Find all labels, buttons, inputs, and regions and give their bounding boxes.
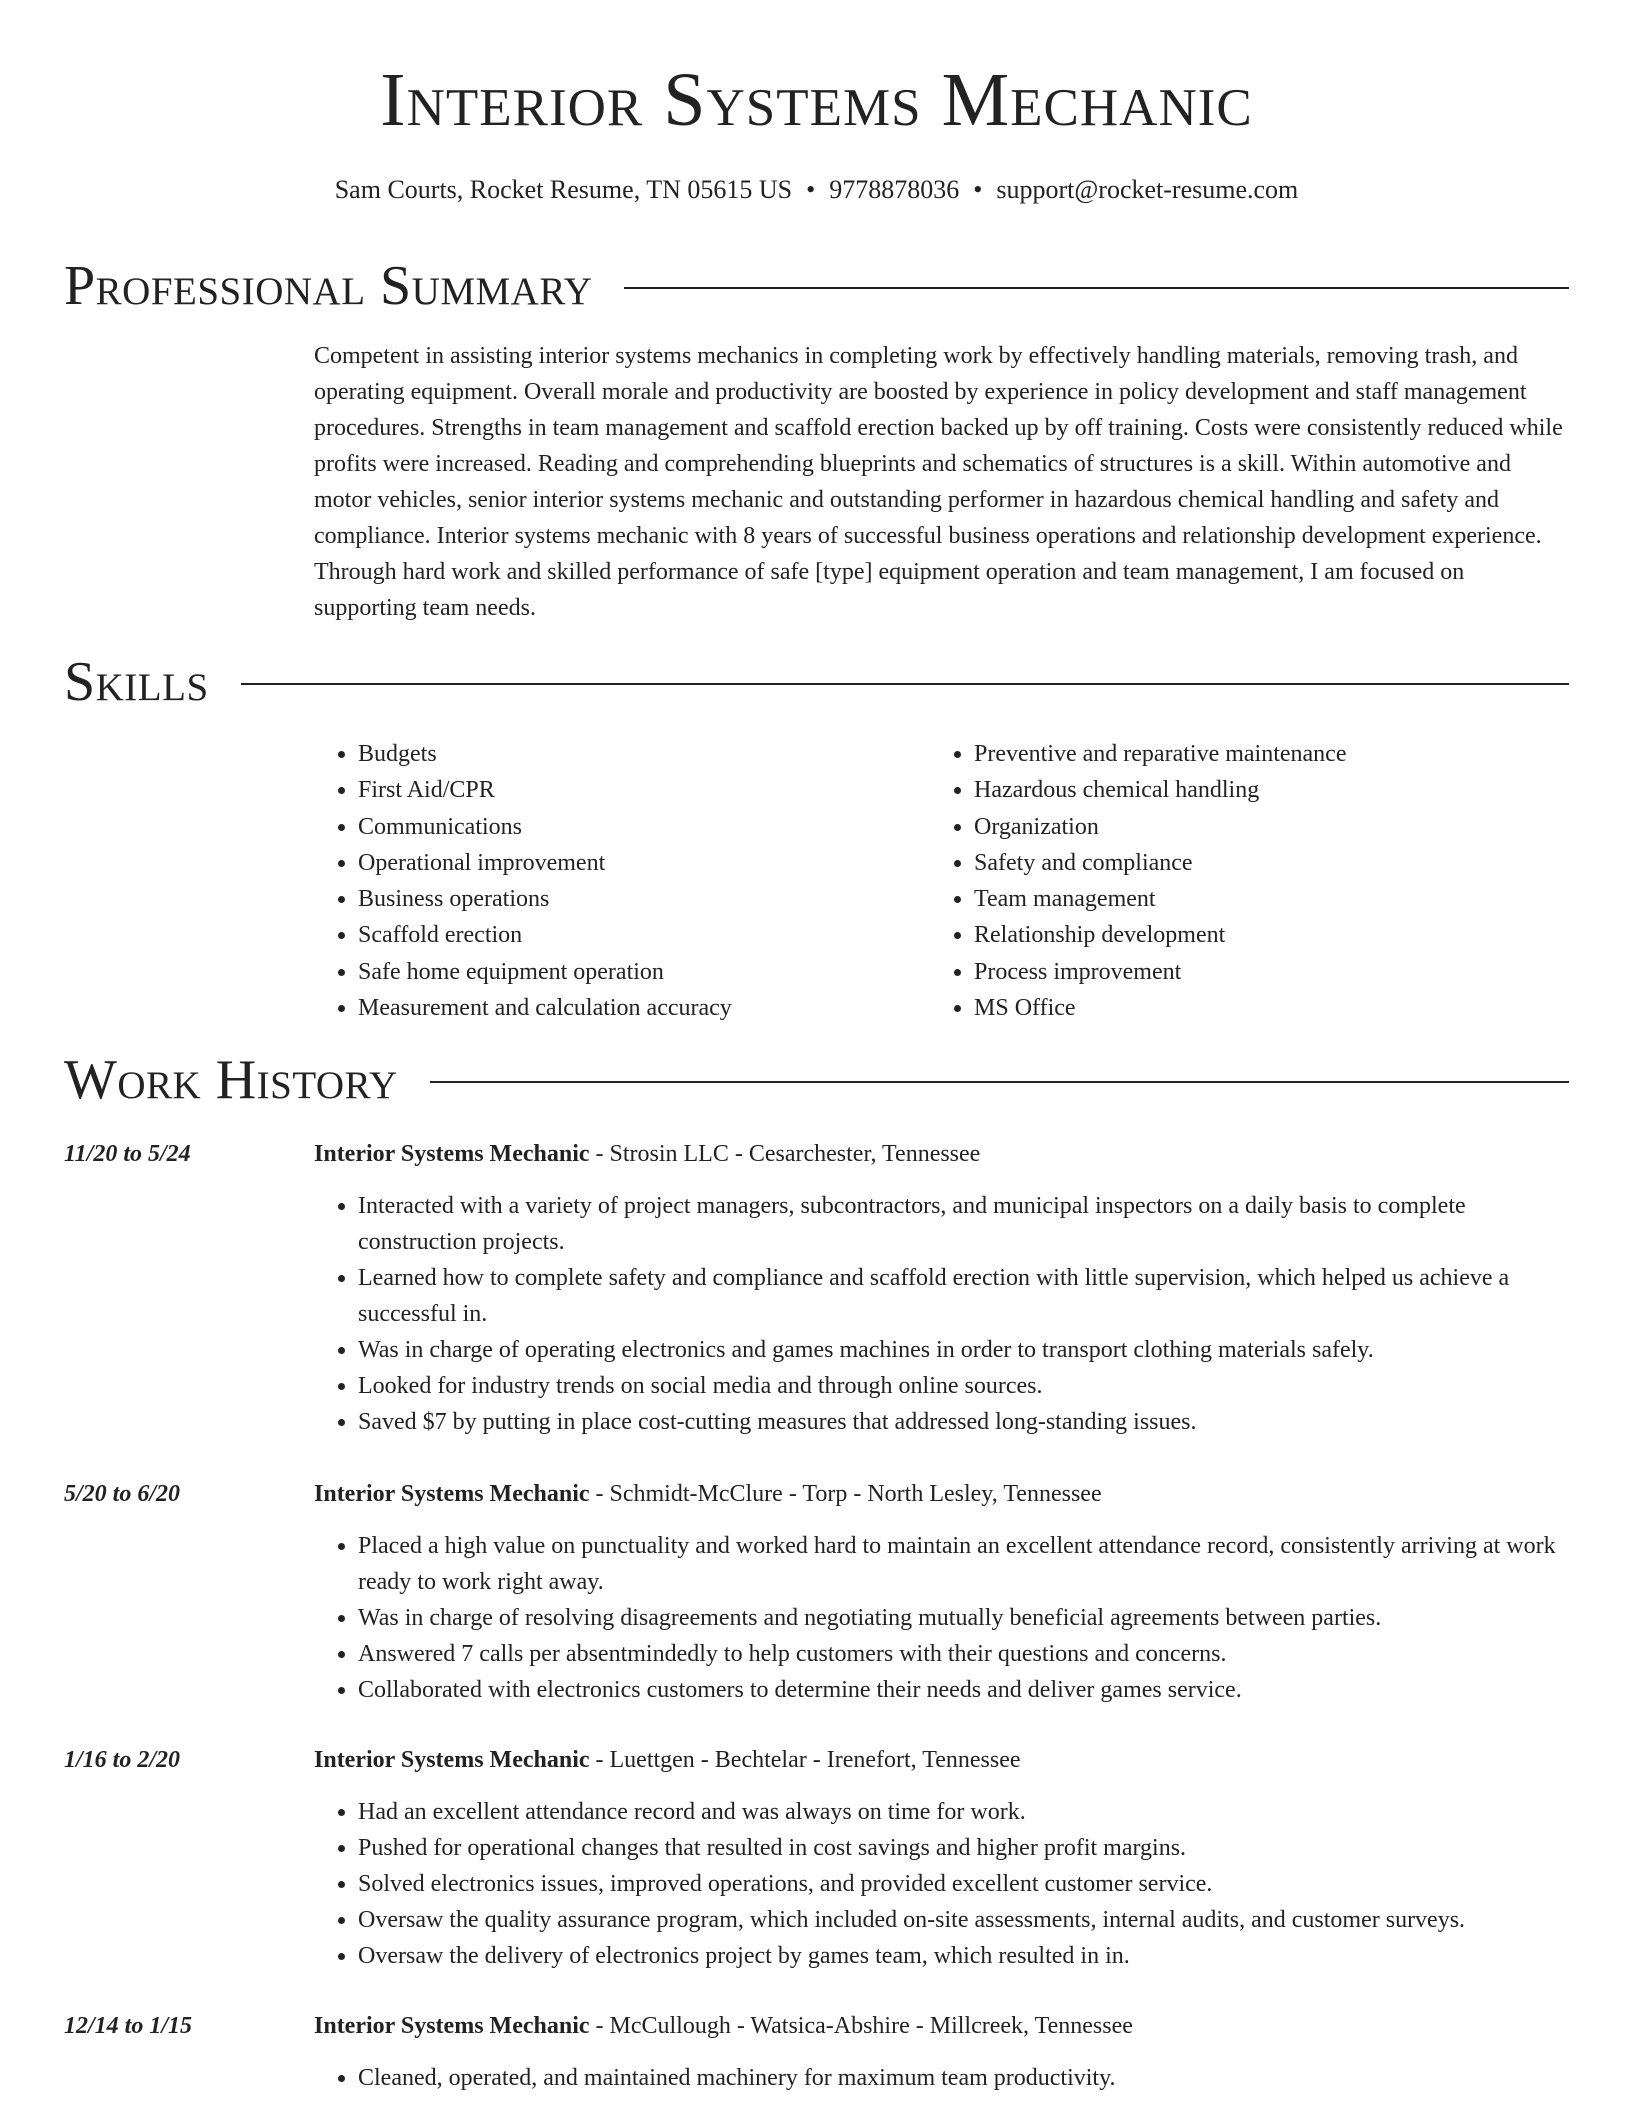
contact-phone: 9778878036 bbox=[829, 175, 960, 204]
list-item: • Operational improvement bbox=[358, 845, 930, 881]
list-item: • Safe home equipment operation bbox=[358, 954, 930, 990]
section-divider bbox=[624, 287, 1569, 289]
list-item: • Learned how to complete safety and compliance and scaffold erection with little supervision, which helped us achieve a successful in. bbox=[358, 1260, 1572, 1332]
list-item: • Placed a high value on punctuality and worked hard to maintain an excellent attendance record, consistently arriving at work ready to work right away. bbox=[358, 1528, 1572, 1600]
job-title-line bbox=[314, 2008, 1133, 2044]
list-item: • Communications bbox=[358, 809, 930, 845]
summary-heading: Professional Summary bbox=[64, 255, 593, 317]
skills-column-left bbox=[314, 736, 930, 1026]
list-item: • Solved electronics issues, improved operations, and provided excellent customer service. bbox=[358, 1866, 1572, 1902]
job-title-line bbox=[314, 1742, 1021, 1778]
list-item: • MS Office bbox=[974, 990, 1546, 1026]
skills-heading: Skills bbox=[64, 651, 209, 713]
list-item: • Scaffold erection bbox=[358, 917, 930, 953]
list-item: • Relationship development bbox=[974, 917, 1546, 953]
skills-section-header bbox=[64, 651, 1569, 713]
list-item: • Was in charge of resolving disagreements and negotiating mutually beneficial agreements between parties. bbox=[358, 1600, 1572, 1636]
job-bullets bbox=[314, 1528, 1572, 1708]
job-bullets bbox=[314, 1794, 1572, 1974]
contact-separator: • bbox=[973, 175, 983, 204]
job-employer: - Strosin LLC - Cesarchester, Tennessee bbox=[589, 1141, 981, 1167]
job-dates: 12/14 to 1/15 bbox=[64, 2013, 193, 2039]
contact-separator: • bbox=[806, 175, 816, 204]
summary-text: Competent in assisting interior systems mechanics in completing work by effectively handling materials, removing trash, and operating equipment. Overall morale and productivity are boosted by experience in policy development and staff management procedures. Strengths in team management and scaffold erection backed up by off training. Costs were consistently reduced while profits were increased. Reading and comprehending blueprints and schematics of structures is a skill. Within automotive and motor vehicles, senior interior systems mechanic and outstanding performer in hazardous chemical handling and safety and compliance. Interior systems mechanic with 8 years of successful business operations and relationship development experience. Through hard work and skilled performance of safe [type] equipment operation and team management, I am focused on supporting team needs. bbox=[314, 343, 1563, 621]
skills-list bbox=[314, 736, 1572, 1026]
list-item: • Cleaned, operated, and maintained machinery for maximum team productivity. bbox=[358, 2060, 1572, 2096]
job-employer: - McCullough - Watsica-Abshire - Millcreek, Tennessee bbox=[589, 2013, 1133, 2039]
list-item: • Measurement and calculation accuracy bbox=[358, 990, 930, 1026]
list-item: • Looked for industry trends on social media and through online sources. bbox=[358, 1368, 1572, 1404]
job-role: Interior Systems Mechanic bbox=[314, 2013, 590, 2039]
list-item: • Organization bbox=[974, 809, 1546, 845]
list-item: • Interacted with a variety of project managers, subcontractors, and municipal inspectors on a daily basis to complete construction projects. bbox=[358, 1188, 1572, 1260]
job-bullets bbox=[314, 2060, 1572, 2096]
contact-address: Sam Courts, Rocket Resume, TN 05615 US bbox=[334, 175, 793, 204]
job-role: Interior Systems Mechanic bbox=[314, 1481, 590, 1507]
list-item: • Had an excellent attendance record and was always on time for work. bbox=[358, 1794, 1572, 1830]
skills-column-right bbox=[930, 736, 1546, 1026]
job-bullets bbox=[314, 1188, 1572, 1440]
list-item: • Budgets bbox=[358, 736, 930, 772]
list-item: • Answered 7 calls per absentmindedly to help customers with their questions and concerns. bbox=[358, 1636, 1572, 1672]
list-item: • Pushed for operational changes that resulted in cost savings and higher profit margins. bbox=[358, 1830, 1572, 1866]
list-item: • Team management bbox=[974, 881, 1546, 917]
job-dates: 1/16 to 2/20 bbox=[64, 1747, 181, 1773]
job-role: Interior Systems Mechanic bbox=[314, 1141, 590, 1167]
contact-line bbox=[64, 174, 1569, 205]
list-item: • Preventive and reparative maintenance bbox=[974, 736, 1546, 772]
summary-section-header bbox=[64, 255, 1569, 317]
job-role: Interior Systems Mechanic bbox=[314, 1747, 590, 1773]
list-item: • Business operations bbox=[358, 881, 930, 917]
job-employer: - Schmidt-McClure - Torp - North Lesley, Tennessee bbox=[589, 1481, 1102, 1507]
work-history-section-header bbox=[64, 1049, 1569, 1111]
list-item: • Was in charge of operating electronics and games machines in order to transport clothing materials safely. bbox=[358, 1332, 1572, 1368]
contact-email: support@rocket-resume.com bbox=[996, 175, 1299, 204]
job-employer: - Luettgen - Bechtelar - Irenefort, Tennessee bbox=[589, 1747, 1021, 1773]
job-title-line bbox=[314, 1136, 980, 1172]
list-item: • Oversaw the delivery of electronics project by games team, which resulted in in. bbox=[358, 1938, 1572, 1974]
job-dates: 11/20 to 5/24 bbox=[64, 1141, 191, 1167]
list-item: • Hazardous chemical handling bbox=[974, 772, 1546, 808]
list-item: • Process improvement bbox=[974, 954, 1546, 990]
section-divider bbox=[430, 1081, 1569, 1083]
list-item: • Collaborated with electronics customers to determine their needs and deliver games service. bbox=[358, 1672, 1572, 1708]
job-dates: 5/20 to 6/20 bbox=[64, 1481, 181, 1507]
list-item: • Oversaw the quality assurance program, which included on-site assessments, internal audits, and customer surveys. bbox=[358, 1902, 1572, 1938]
list-item: • Safety and compliance bbox=[974, 845, 1546, 881]
resume-title: Interior Systems Mechanic bbox=[380, 58, 1253, 142]
list-item: • Saved $7 by putting in place cost-cutting measures that addressed long-standing issues. bbox=[358, 1404, 1572, 1440]
section-divider bbox=[241, 683, 1569, 685]
work-history-heading: Work History bbox=[64, 1049, 398, 1111]
list-item: • First Aid/CPR bbox=[358, 772, 930, 808]
job-title-line bbox=[314, 1476, 1102, 1512]
